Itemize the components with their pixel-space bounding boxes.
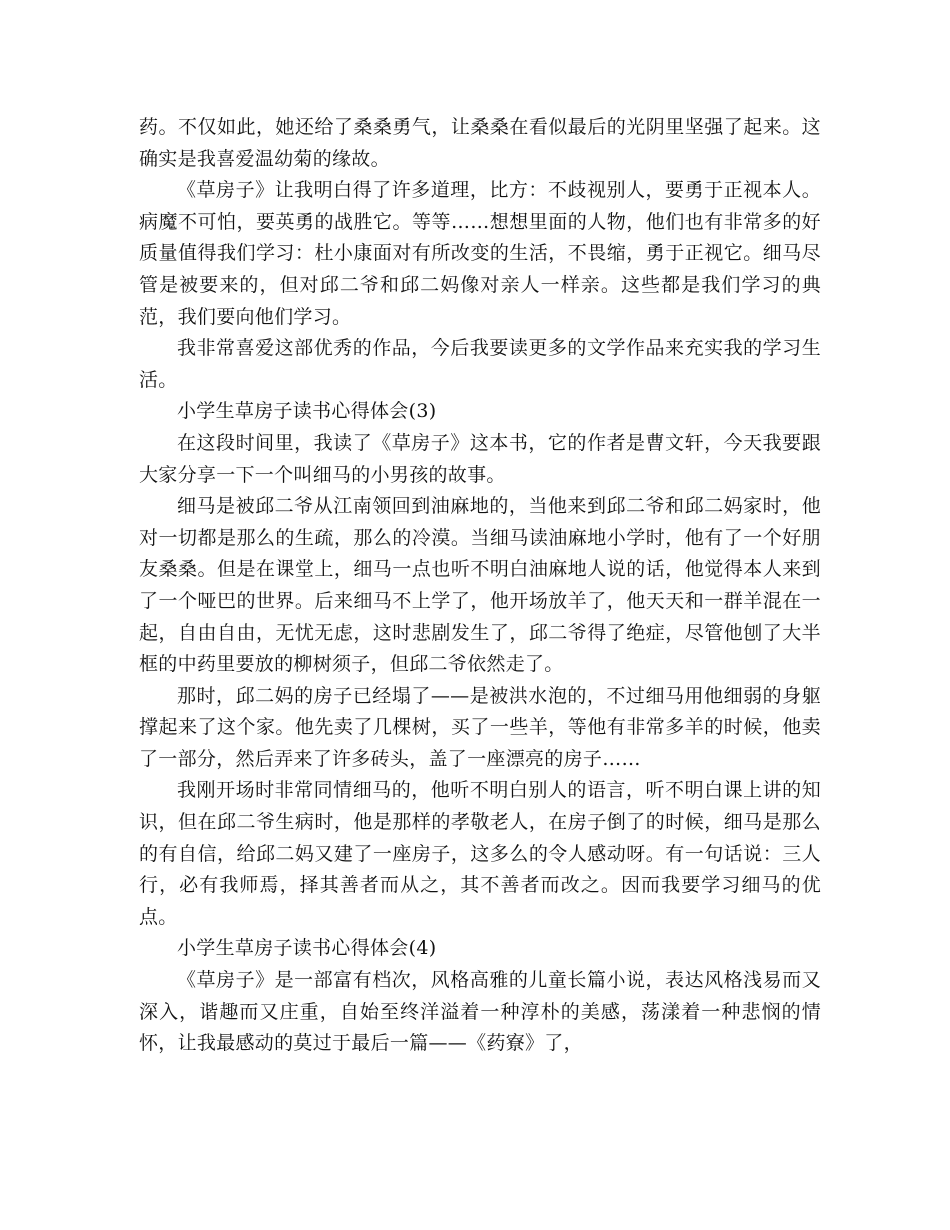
section-heading: 小学生草房子读书心得体会(4) [177, 937, 437, 960]
paragraph: 《草房子》是一部富有档次，风格高雅的儿童长篇小说，表达风格浅易而又深入，谐趣而又庄重，自始至终洋溢着一种淳朴的美感，荡漾着一种悲悯的情怀，让我最感动的莫过于最后一篇——《药寮》了， [139, 969, 821, 1055]
paragraph: 我刚开场时非常同情细马的，他听不明白别人的语言，听不明白课上讲的知识，但在邱二爷生病时，他是那样的孝敬老人，在房子倒了的时候，细马是那么的有自信，给邱二妈又建了一座房子，这多么的令人感动呀。有一句话说：三人行，必有我师焉，择其善者而从之，其不善者而改之。因而我要学习细马的优点。 [139, 779, 821, 928]
section-heading: 小学生草房子读书心得体会(3) [177, 400, 437, 423]
paragraph: 我非常喜爱这部优秀的作品，今后我要读更多的文学作品来充实我的学习生活。 [139, 337, 821, 391]
paragraph-continuation: 药。不仅如此，她还给了桑桑勇气，让桑桑在看似最后的光阴里坚强了起来。这确实是我喜爱温幼菊的缘故。 [139, 116, 821, 170]
document-body [139, 112, 821, 1060]
paragraph: 《草房子》让我明白得了许多道理，比方：不歧视别人，要勇于正视本人。病魔不可怕，要英勇的战胜它。等等……想想里面的人物，他们也有非常多的好质量值得我们学习：杜小康面对有所改变的生活，不畏缩，勇于正视它。细马尽管是被要来的，但对邱二爷和邱二妈像对亲人一样亲。这些都是我们学习的典范，我们要向他们学习。 [139, 179, 821, 328]
paragraph: 在这段时间里，我读了《草房子》这本书，它的作者是曹文轩，今天我要跟大家分享一下一个叫细马的小男孩的故事。 [139, 431, 821, 486]
paragraph: 细马是被邱二爷从江南领回到油麻地的，当他来到邱二爷和邱二妈家时，他对一切都是那么的生疏，那么的冷漠。当细马读油麻地小学时，他有了一个好朋友桑桑。但是在课堂上，细马一点也听不明白油麻地人说的话，他觉得本人来到了一个哑巴的世界。后来细马不上学了，他开场放羊了，他天天和一群羊混在一起，自由自由，无忧无虑，这时悲剧发生了，邱二爷得了绝症，尽管他刨了大半框的中药里要放的柳树须子，但邱二爷依然走了。 [139, 495, 821, 676]
paragraph: 那时，邱二妈的房子已经塌了——是被洪水泡的，不过细马用他细弱的身躯撑起来了这个家。他先卖了几棵树，买了一些羊，等他有非常多羊的时候，他卖了一部分，然后弄来了许多砖头，盖了一座漂亮的房子…… [139, 684, 821, 770]
